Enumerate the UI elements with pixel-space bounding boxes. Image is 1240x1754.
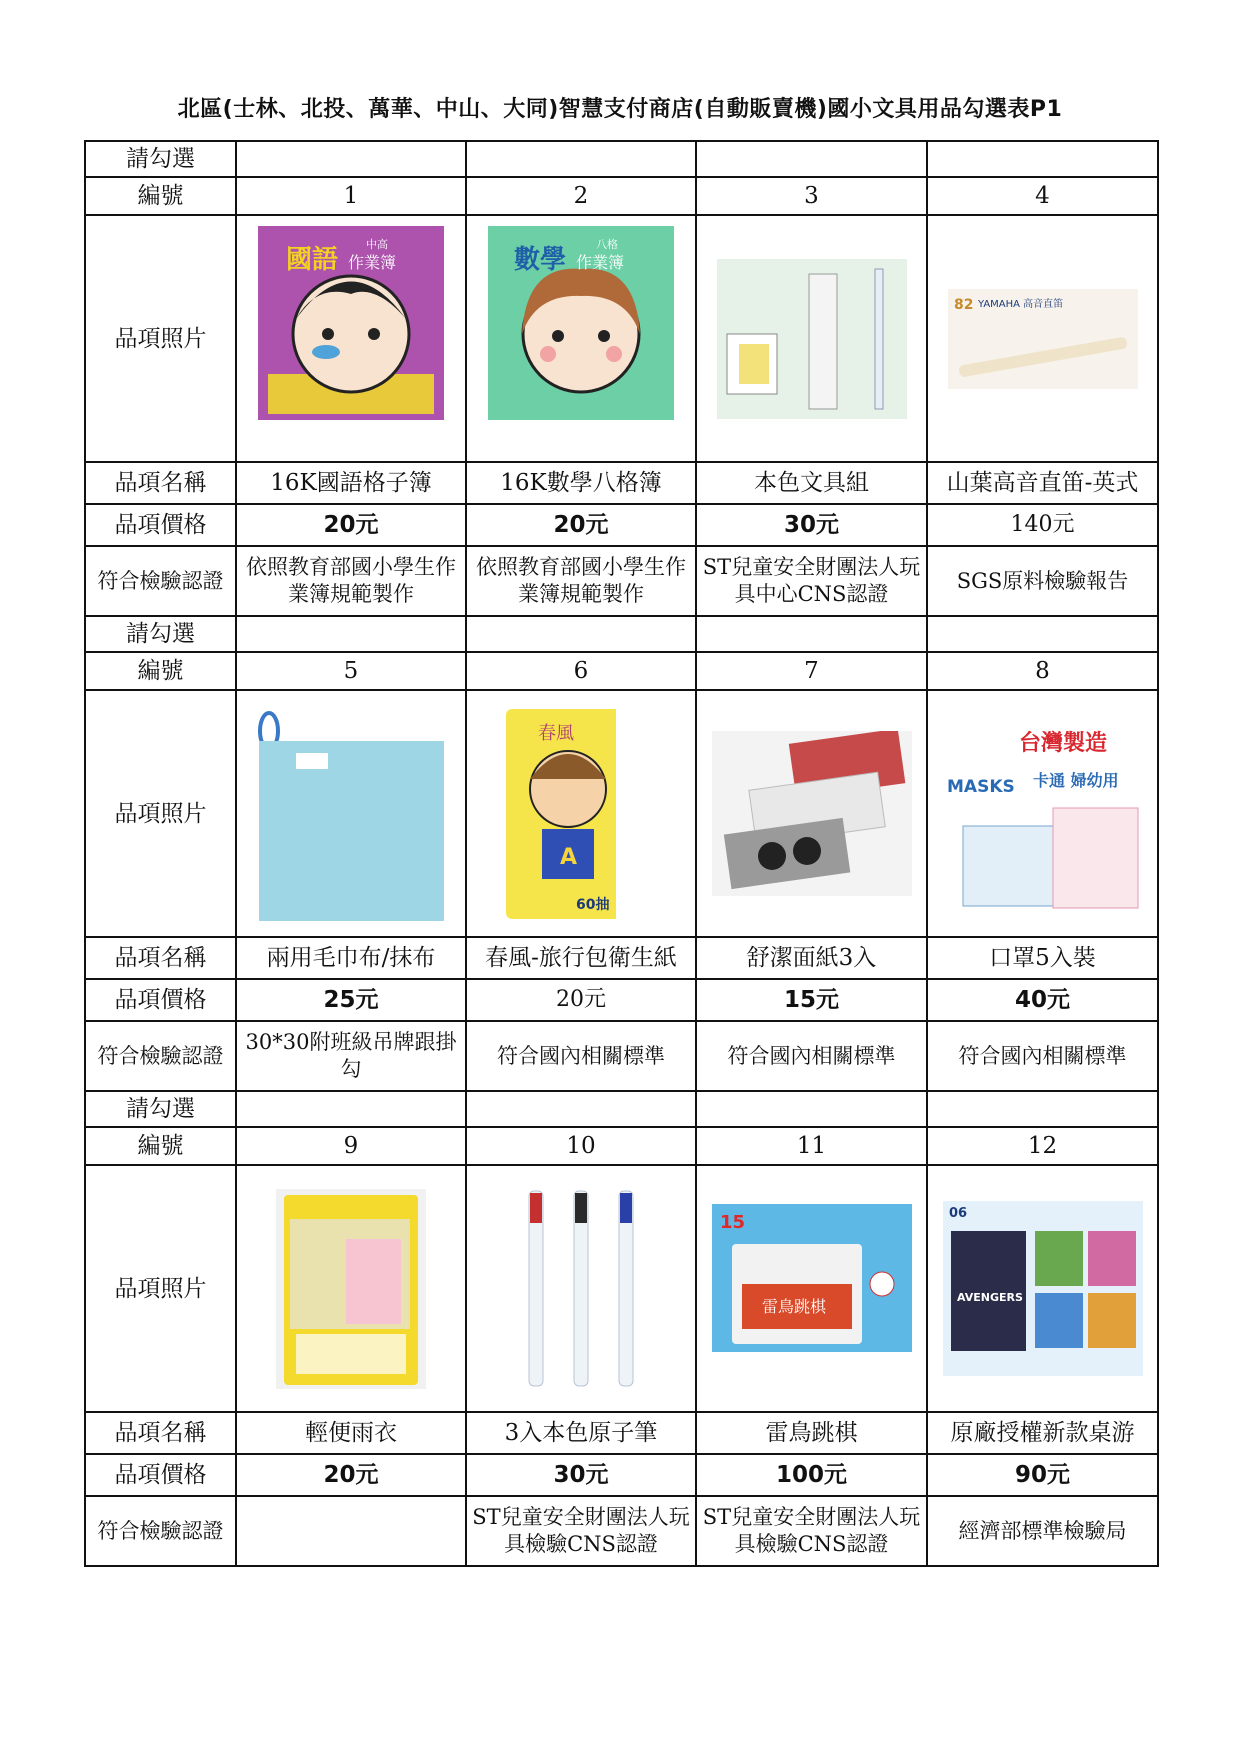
item-number: 4 — [927, 177, 1158, 215]
cert-row-label: 符合檢驗認證 — [85, 546, 236, 616]
item-number: 10 — [466, 1127, 696, 1165]
checkbox-cell-5[interactable] — [236, 616, 466, 652]
photo-cell-8 — [927, 690, 1158, 937]
item-cert: 符合國內相關標準 — [927, 1021, 1158, 1091]
item-number: 9 — [236, 1127, 466, 1165]
item-price: 30元 — [696, 504, 927, 546]
item-number: 1 — [236, 177, 466, 215]
item-price: 20元 — [236, 504, 466, 546]
item-price: 90元 — [927, 1454, 1158, 1496]
checkbox-cell-7[interactable] — [696, 616, 927, 652]
svg-text:台灣製造: 台灣製造 — [1018, 731, 1107, 756]
price-row-label: 品項價格 — [85, 1454, 236, 1496]
item-name: 3入本色原子筆 — [466, 1412, 696, 1454]
photo-row-label: 品項照片 — [85, 690, 236, 937]
photo-cell-1 — [236, 215, 466, 462]
item-number: 6 — [466, 652, 696, 690]
item-price: 20元 — [466, 504, 696, 546]
svg-text:MASKS: MASKS — [946, 777, 1015, 797]
item-cert: 30*30附班級吊牌跟掛勾 — [236, 1021, 466, 1091]
masks-box-image — [943, 716, 1143, 911]
svg-text:60抽: 60抽 — [576, 896, 610, 913]
photo-cell-9 — [236, 1165, 466, 1412]
photo-row-label: 品項照片 — [85, 215, 236, 462]
item-number: 8 — [927, 652, 1158, 690]
tissue-pack-image — [506, 709, 656, 919]
chinese-workbook-image — [256, 224, 446, 454]
svg-text:八格: 八格 — [596, 237, 618, 251]
photo-cell-11 — [696, 1165, 927, 1412]
number-row-label: 編號 — [85, 177, 236, 215]
photo-row-label: 品項照片 — [85, 1165, 236, 1412]
check-row-label: 請勾選 — [85, 1091, 236, 1127]
checkbox-cell-1[interactable] — [236, 141, 466, 177]
raincoat-image — [276, 1189, 426, 1389]
photo-cell-2 — [466, 215, 696, 462]
name-row-label: 品項名稱 — [85, 462, 236, 504]
svg-text:作業簿: 作業簿 — [576, 252, 625, 272]
item-cert: ST兒童安全財團法人玩具檢驗CNS認證 — [696, 1496, 927, 1566]
item-cert: 依照教育部國小學生作業簿規範製作 — [236, 546, 466, 616]
checkbox-cell-9[interactable] — [236, 1091, 466, 1127]
recorder-image — [948, 289, 1138, 389]
item-name: 本色文具組 — [696, 462, 927, 504]
cert-row-label: 符合檢驗認證 — [85, 1496, 236, 1566]
photo-cell-4 — [927, 215, 1158, 462]
svg-text:AVENGERS: AVENGERS — [956, 1291, 1023, 1304]
name-row-label: 品項名稱 — [85, 1412, 236, 1454]
ballpoint-pens-image — [514, 1181, 649, 1396]
item-number: 11 — [696, 1127, 927, 1165]
item-name: 雷鳥跳棋 — [696, 1412, 927, 1454]
svg-text:春風: 春風 — [538, 722, 574, 744]
checkbox-cell-10[interactable] — [466, 1091, 696, 1127]
item-price: 20元 — [466, 979, 696, 1021]
item-name: 口罩5入裝 — [927, 937, 1158, 979]
item-price: 30元 — [466, 1454, 696, 1496]
item-cert: 符合國內相關標準 — [696, 1021, 927, 1091]
item-cert: SGS原料檢驗報告 — [927, 546, 1158, 616]
svg-text:作業簿: 作業簿 — [348, 252, 397, 272]
item-name: 原廠授權新款桌游 — [927, 1412, 1158, 1454]
price-row-label: 品項價格 — [85, 504, 236, 546]
price-row-label: 品項價格 — [85, 979, 236, 1021]
item-cert — [236, 1496, 466, 1566]
checkbox-cell-4[interactable] — [927, 141, 1158, 177]
checkbox-cell-2[interactable] — [466, 141, 696, 177]
svg-text:數學: 數學 — [514, 244, 567, 275]
item-number: 3 — [696, 177, 927, 215]
item-cert: ST兒童安全財團法人玩具檢驗CNS認證 — [466, 1496, 696, 1566]
number-row-label: 編號 — [85, 1127, 236, 1165]
board-game-image — [943, 1201, 1143, 1376]
item-name: 輕便雨衣 — [236, 1412, 466, 1454]
checkbox-cell-12[interactable] — [927, 1091, 1158, 1127]
item-name: 春風-旅行包衛生紙 — [466, 937, 696, 979]
item-number: 5 — [236, 652, 466, 690]
svg-text:06: 06 — [948, 1206, 967, 1221]
svg-text:雷鳥跳棋: 雷鳥跳棋 — [761, 1296, 826, 1316]
item-name: 兩用毛巾布/抹布 — [236, 937, 466, 979]
check-row-label: 請勾選 — [85, 616, 236, 652]
chinese-checkers-image — [712, 1204, 912, 1374]
cert-row-label: 符合檢驗認證 — [85, 1021, 236, 1091]
item-name: 16K國語格子簿 — [236, 462, 466, 504]
svg-text:卡通 婦幼用: 卡通 婦幼用 — [1032, 771, 1119, 790]
page-title: 北區(士林、北投、萬華、中山、大同)智慧支付商店(自動販賣機)國小文具用品勾選表P1 — [177, 97, 1063, 122]
math-workbook-image — [486, 224, 676, 454]
number-row-label: 編號 — [85, 652, 236, 690]
photo-cell-6 — [466, 690, 696, 937]
item-cert: ST兒童安全財團法人玩具中心CNS認證 — [696, 546, 927, 616]
item-name: 舒潔面紙3入 — [696, 937, 927, 979]
item-cert: 依照教育部國小學生作業簿規範製作 — [466, 546, 696, 616]
item-price: 15元 — [696, 979, 927, 1021]
checkbox-cell-6[interactable] — [466, 616, 696, 652]
facial-tissue-image — [712, 731, 912, 896]
svg-text:15: 15 — [719, 1211, 745, 1233]
name-row-label: 品項名稱 — [85, 937, 236, 979]
item-number: 2 — [466, 177, 696, 215]
item-price: 40元 — [927, 979, 1158, 1021]
checkbox-cell-3[interactable] — [696, 141, 927, 177]
svg-text:YAMAHA 高音直笛: YAMAHA 高音直笛 — [977, 298, 1063, 310]
svg-text:A: A — [560, 844, 578, 870]
item-name: 16K數學八格簿 — [466, 462, 696, 504]
photo-cell-7 — [696, 690, 927, 937]
product-checklist-table — [84, 140, 1159, 1567]
stationery-set-image — [717, 259, 907, 419]
photo-cell-3 — [696, 215, 927, 462]
photo-cell-10 — [466, 1165, 696, 1412]
item-price: 20元 — [236, 1454, 466, 1496]
svg-text:82: 82 — [953, 296, 973, 313]
check-row-label: 請勾選 — [85, 141, 236, 177]
item-name: 山葉高音直笛-英式 — [927, 462, 1158, 504]
svg-text:國語: 國語 — [286, 244, 339, 275]
item-price: 100元 — [696, 1454, 927, 1496]
item-price: 140元 — [927, 504, 1158, 546]
photo-cell-12 — [927, 1165, 1158, 1412]
checkbox-cell-11[interactable] — [696, 1091, 927, 1127]
photo-cell-5 — [236, 690, 466, 937]
towel-image — [251, 701, 451, 926]
item-number: 12 — [927, 1127, 1158, 1165]
item-cert: 經濟部標準檢驗局 — [927, 1496, 1158, 1566]
item-price: 25元 — [236, 979, 466, 1021]
checkbox-cell-8[interactable] — [927, 616, 1158, 652]
item-number: 7 — [696, 652, 927, 690]
item-cert: 符合國內相關標準 — [466, 1021, 696, 1091]
svg-text:中高: 中高 — [366, 237, 388, 251]
